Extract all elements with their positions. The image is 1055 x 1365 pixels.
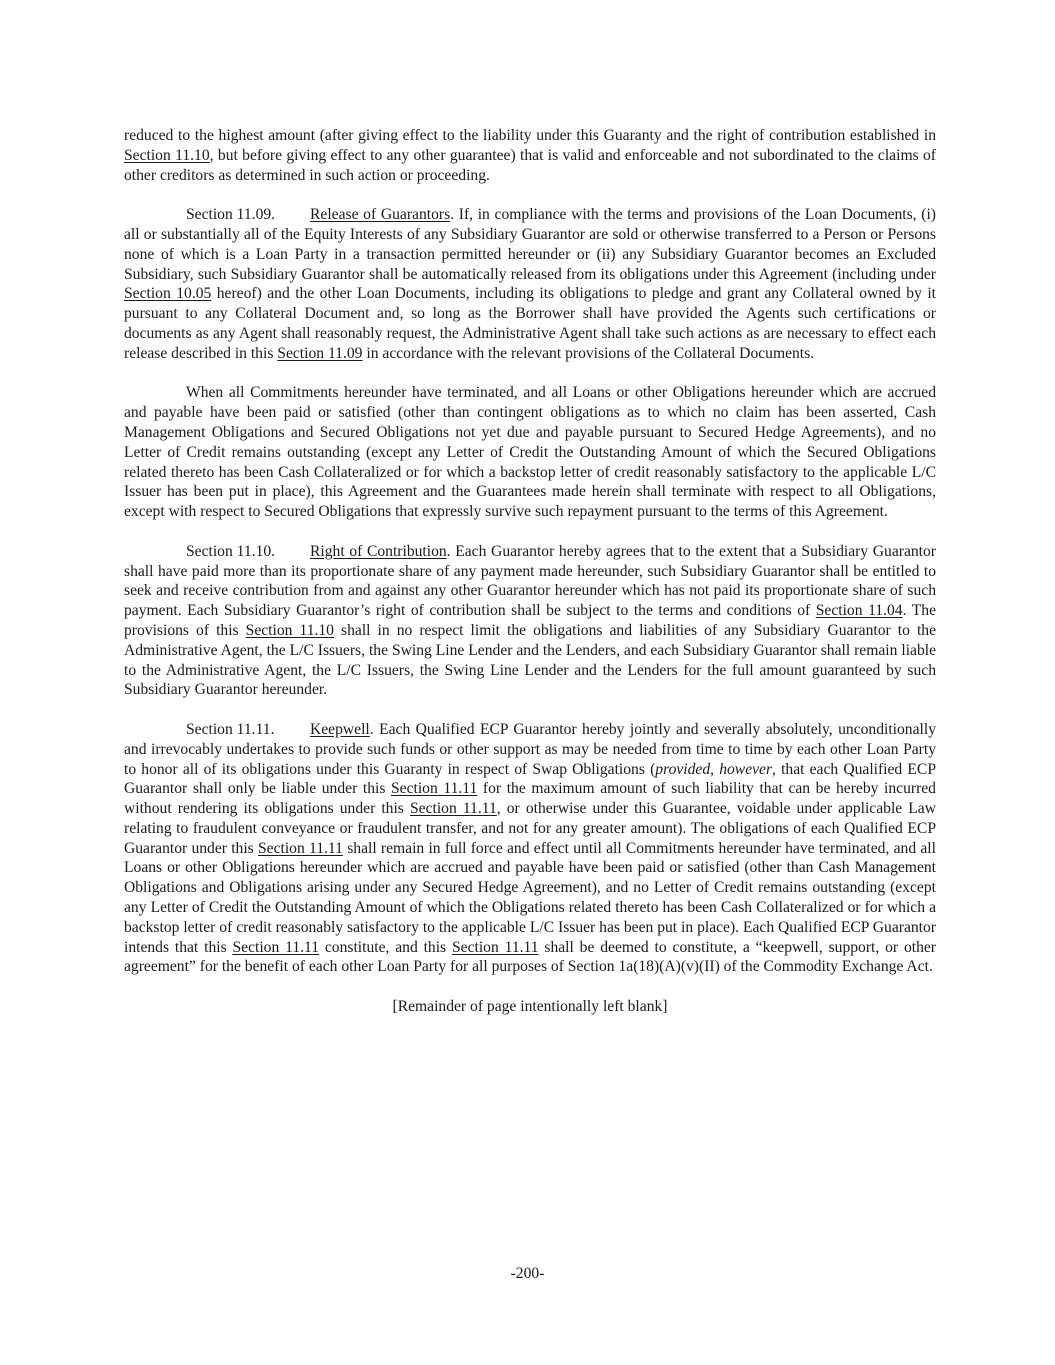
section-reference: Section 11.11 xyxy=(391,780,478,798)
text-run: , that each Qualified ECP Guarantor shall only be liable under this xyxy=(124,760,936,798)
section-heading: Release of Guarantors xyxy=(310,206,451,224)
text-run: , or otherwise under this Guarantee, voidable under applicable Law relating to fraudulent conveyance or fraudulent transfer, and not for any greater amount). The obligations of each Qualified ECP Guarantor under this xyxy=(124,800,936,857)
section-reference: Section 11.10 xyxy=(245,621,334,639)
text-run: . If, in compliance with the terms and provisions of the Loan Documents, (i) all or substantially all of the Equity Interests of any Subsidiary Guarantor are sold or otherwise transferred to a Person or Persons none of which is a Loan Party in a transaction permitted hereunder or (ii) any Subsidiary Guarantor becomes an Excluded Subsidiary, such Subsidiary Guarantor shall be automatically released from its obligations under this Agreement (including under xyxy=(124,206,936,283)
text-run: shall be deemed to constitute, a “keepwell, support, or other agreement” for the benefit of each other Loan Party for all purposes of Section 1a(18)(A)(v)(II) of the Commodity Exchange Act. xyxy=(124,938,936,976)
text-run: , xyxy=(710,760,720,778)
italic-term: however xyxy=(719,760,773,778)
section-11-10 xyxy=(124,542,936,700)
section-reference: Section 11.11 xyxy=(232,938,320,956)
paragraph-continuation xyxy=(124,126,936,185)
text-run: constitute, and this xyxy=(319,938,452,956)
text-run: reduced to the highest amount (after giving effect to the liability under this Guaranty and the right of contribution established in xyxy=(124,127,936,144)
text-run: hereof) and the other Loan Documents, including its obligations to pledge and grant any Collateral owned by it pursuant to any Collateral Document and, so long as the Borrower shall have provided the Agents such certifications or documents as any Agent shall reasonably request, the Administrative Agent shall take such actions as are necessary to effect each release described in this xyxy=(124,285,936,362)
section-reference: Section 10.05 xyxy=(124,285,212,303)
section-number: Section 11.10. xyxy=(186,542,276,560)
remainder-note: [Remainder of page intentionally left blank] xyxy=(392,998,668,1016)
page-number: -200- xyxy=(510,1265,545,1282)
document-page xyxy=(124,126,936,1037)
section-11-11 xyxy=(124,720,936,977)
text-run: shall remain in full force and effect until all Commitments hereunder have terminated, and all Loans or other Obligations hereunder which are accrued and payable have been paid or satisfied (other than Cash Management Obligations and Obligations arising under any Secured Hedge Agreement), and no Letter of Credit remains outstanding (except any Letter of Credit the Outstanding Amount of which the Obligations related thereto has been Cash Collateralized or for which a backstop letter of credit reasonably satisfactory to the applicable L/C Issuer has been put in place). Each Qualified ECP Guarantor intends that this xyxy=(124,839,936,956)
termination-paragraph: When all Commitments hereunder have terminated, and all Loans or other Obligations hereunder which are accrued and payable have been paid or satisfied (other than contingent obligations as to which no claim has been asserted, Cash Management Obligations and Secured Obligations not yet due and payable pursuant to Secured Hedge Agreements), and no Letter of Credit remains outstanding (except any Letter of Credit the Outstanding Amount of which the Secured Obligations related thereto has been Cash Collateralized or for which a backstop letter of credit reasonably satisfactory to the applicable L/C Issuer has been put in place), this Agreement and the Guarantees made herein shall terminate with respect to all Obligations, except with respect to Secured Obligations that expressly survive such repayment pursuant to the terms of this Agreement. xyxy=(124,384,936,521)
text-run: . Each Qualified ECP Guarantor hereby jointly and severally absolutely, unconditionally and irrevocably undertakes to provide such funds or other support as may be needed from time to time by each other Loan Party to honor all of its obligations under this Guaranty in respect of Swap Obligations ( xyxy=(124,720,936,778)
section-reference: Section 11.11 xyxy=(258,839,343,857)
text-run: shall in no respect limit the obligations and liabilities of any Subsidiary Guarantor to the Administrative Agent, the L/C Issuers, the Swing Line Lender and the Lenders, and each Subsidiary Guarantor shall remain liable to the Administrative Agent, the L/C Issuers, the Swing Line Lender and the Lenders for the full amount guaranteed by such Subsidiary Guarantor hereunder. xyxy=(124,621,936,699)
section-heading: Keepwell xyxy=(310,720,370,738)
text-run: for the maximum amount of such liability that can be hereby incurred without rendering its obligations under this xyxy=(124,780,936,818)
text-run: . The provisions of this xyxy=(124,602,937,639)
section-11-09 xyxy=(124,205,936,363)
section-reference: Section 11.10 xyxy=(124,146,210,164)
section-reference: Section 11.11 xyxy=(451,938,539,956)
section-heading: Right of Contribution xyxy=(310,542,447,560)
section-number: Section 11.11. xyxy=(186,720,275,738)
text-run: . Each Guarantor hereby agrees that to the extent that a Subsidiary Guarantor shall have paid more than its proportionate share of any payment made hereunder, such Subsidiary Guarantor shall be entitled to seek and receive contribution from and against any other Guarantor hereunder which has not paid its proportionate share of such payment. Each Subsidiary Guarantor’s right of contribution shall be subject to the terms and conditions of xyxy=(124,542,936,620)
section-reference: Section 11.04 xyxy=(815,602,903,620)
italic-term: provided xyxy=(655,760,711,778)
text-run: in accordance with the relevant provisions of the Collateral Documents. xyxy=(362,344,815,362)
section-reference: Section 11.11 xyxy=(409,800,497,818)
text-run: , but before giving effect to any other guarantee) that is valid and enforceable and not subordinated to the claims of other creditors as determined in such action or proceeding. xyxy=(124,146,936,184)
section-reference: Section 11.09 xyxy=(277,344,363,362)
section-number: Section 11.09. xyxy=(186,206,276,224)
